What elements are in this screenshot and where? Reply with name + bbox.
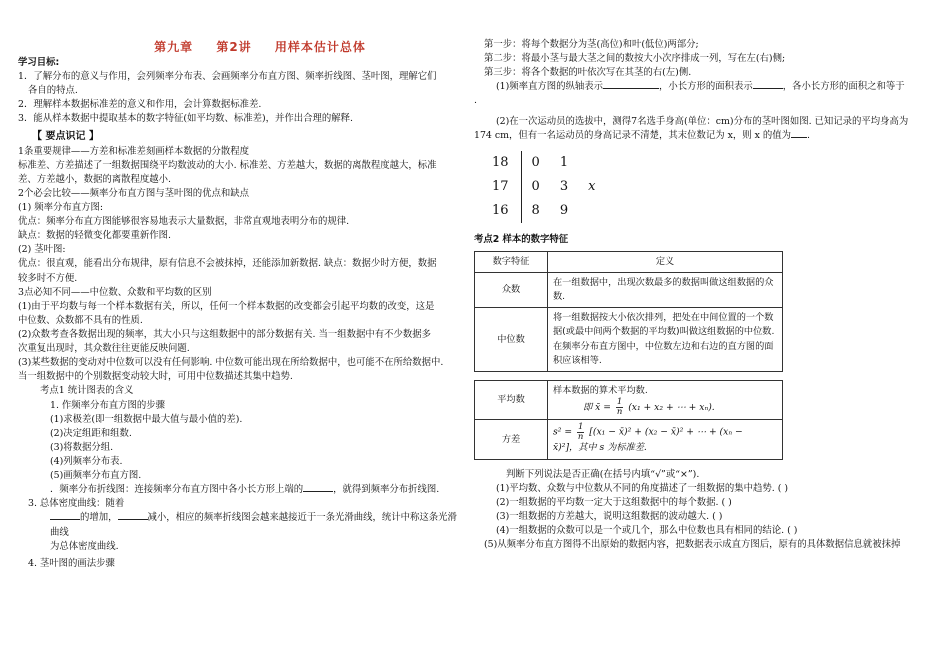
stem-row: [482, 151, 605, 175]
feature-name: 方差: [475, 420, 548, 459]
left-column: [18, 56, 460, 571]
lesson-name: 用样本估计总体: [274, 40, 366, 54]
text-line: 标准差、方差描述了一组数据围绕平均数波动的大小. 标准差、方差越大，数据的离散程度越大，标准: [18, 159, 437, 171]
answer-blank[interactable]: [791, 137, 807, 138]
goal-line: 3．能从样本数据中提取基本的数字特征(如平均数、标准差)，并作出合理的解释.: [18, 113, 354, 125]
answer-blank[interactable]: [303, 491, 333, 492]
text-line: (3)某些数据的变动对中位数可以没有任何影响. 中位数可能出现在所给数据中，也可能不在所给数据中.: [18, 357, 444, 369]
text-line: 当一组数据中的个别数据变动较大时，可用中位数描述其集中趋势.: [18, 371, 293, 383]
kp1-step: (3)将数据分组.: [50, 441, 114, 453]
leaf-cell: 8: [531, 203, 540, 219]
text-line: 1条重要规律——方差和标准差刻画样本数据的分散程度: [18, 145, 249, 157]
leaf-cell: 0: [531, 179, 540, 195]
feature-name: 平均数: [475, 381, 548, 420]
leaf-cell: 9: [559, 203, 569, 219]
judge-item: (3)一组数据的方差越大，说明这组数据的波动越大. ( ): [496, 511, 723, 522]
judge-item: (2)一组数据的平均数一定大于这组数据中的每个数据. ( ): [496, 496, 732, 508]
density-line: 3. 总体密度曲线：随着: [28, 498, 125, 510]
mean-formula: 即 x̄ = $\frac{1}{n}$ (x₁ + x₂ + ⋯ + xₙ).: [583, 397, 715, 417]
variance-formula: s² = $\frac{1}{n}$ [(x₁ − x̄)² + (x₂ − x̄)² + ⋯ + (xₙ − x̄)²]，其中 s 为标准差.: [548, 420, 783, 459]
right-column: [474, 38, 940, 552]
density-line-2: 的增加， 减小，相应的频率折线图会越来越接近于一条光滑曲线，统计中称这条光滑曲线: [50, 512, 457, 538]
text-line: 2个必会比较——频率分布直方图与茎叶图的优点和缺点: [18, 187, 249, 199]
answer-blank[interactable]: [753, 88, 783, 89]
text-line: 优点：频率分布直方图能够很容易地表示大量数据，非常直观地表明分布的规律.: [18, 216, 350, 228]
question-2: (2)在一次运动员的选拔中，测得7名选手身高(单位：cm)分布的茎叶图如图. 已知记录的平均身高为: [496, 115, 909, 127]
chapter-label: 第九章: [154, 40, 194, 54]
goal-line: 各自的特点.: [28, 85, 78, 97]
text-line: (2) 茎叶图:: [18, 244, 66, 256]
judge-item: (5)从频率分布直方图得不出原始的数据内容，把数据表示成直方图后，原有的具体数据信息就被抹掉: [484, 539, 901, 551]
text-line: 3点必知不同——中位数、众数和平均数的区别: [18, 286, 212, 298]
density-line-3: 为总体密度曲线.: [50, 540, 119, 552]
goal-line: 1．了解分布的意义与作用，会列频率分布表、会画频率分布直方图、频率折线图、茎叶图，理解它们: [18, 71, 437, 83]
leaf-cell: 0: [531, 155, 540, 171]
question-1: (1)频率直方图的纵轴表示 ，小长方形的面积表示 ，各小长方形的面积之和等于: [496, 81, 905, 93]
goal-line: 2．理解样本数据标准差的意义和作用，会计算数据标准差.: [18, 99, 262, 111]
lesson-label: 第2讲: [216, 40, 252, 54]
text-line: (2)众数考查各数据出现的频率，其大小只与这组数据中的部分数据有关. 当一组数据中有不少数据多: [18, 328, 431, 340]
keypoints-heading: 【 要点识记 】: [32, 130, 99, 142]
leaf-cell: 3: [559, 179, 569, 195]
feature-definition: 在一组数据中，出现次数最多的数据叫做这组数据的众数.: [548, 272, 783, 308]
goals-heading: 学习目标:: [18, 57, 60, 68]
kp1-step: 1. 作频率分布直方图的步骤: [50, 399, 166, 411]
text-line: (1) 频率分布直方图:: [18, 201, 104, 213]
stem-cell: 16: [482, 199, 521, 223]
feature-definition: 将一组数据按大小依次排列，把处在中间位置的一个数据(或最中间两个数据的平均数)叫做这组数据的中位数. 在频率分布直方图中，中位数左边和右边的直方图的面积应该相等.: [548, 308, 783, 372]
text-line: 次重复出现时，其众数往往更能反映问题.: [18, 343, 190, 355]
kp1-step: (4)列频率分布表.: [50, 455, 123, 467]
stem-cell: 17: [482, 175, 521, 199]
fraction: $\frac{1}{n}$: [616, 397, 623, 417]
table-header: 数字特征: [475, 251, 548, 272]
table-row: [475, 420, 783, 459]
text-line: 优点：很直观，能看出分布规律，原有信息不会被抹掉，还能添加新数据. 缺点：数据少时方便，数据: [18, 258, 437, 270]
kp1-step: (5)画频率分布直方图.: [50, 470, 142, 482]
stem-cell: 18: [482, 151, 521, 175]
table-row: [475, 381, 783, 420]
answer-blank[interactable]: [603, 88, 659, 89]
text-line: 差、方差越小，数据的离散程度越小.: [18, 173, 171, 185]
leaf-cell: [578, 199, 605, 223]
text-line: 较多时不方便.: [18, 272, 78, 284]
question-1-end: .: [474, 95, 477, 107]
question-2-b: 174 cm，但有一名运动员的身高记录不清楚，其末位数记为 x，则 x 的值为 .: [474, 129, 811, 141]
leaf-cell: [578, 151, 605, 175]
leaf-cell: 1: [559, 155, 569, 171]
feature-name: 众数: [475, 272, 548, 308]
stem-row: [482, 175, 605, 199]
text-line: (1)由于平均数与每一个样本数据有关，所以，任何一个样本数据的改变都会引起平均数的改变，这是: [18, 300, 435, 312]
stem-step: 第二步：将最小茎与最大茎之间的数按大小次序排成一列，写在左(右)侧;: [484, 53, 786, 65]
stem-leaf-plot: [482, 151, 605, 223]
feature-definition: 样本数据的算术平均数. 即 x̄ = $\frac{1}{n}$ (x₁ + x₂ + ⋯ + xₙ).: [548, 381, 783, 420]
numeric-features-table-2: [474, 380, 783, 460]
table-row: [475, 272, 783, 308]
kp1-heading: 考点1 统计图表的含义: [40, 385, 134, 397]
polygon-line: ．频率分布折线图：连接频率分布直方图中各小长方形上端的 ，就得到频率分布折线图.: [50, 484, 440, 496]
kp2-heading: 考点2 样本的数字特征: [474, 233, 569, 245]
feature-name: 中位数: [475, 308, 548, 372]
numeric-features-table: [474, 251, 783, 372]
page-title: [110, 38, 410, 56]
table-header: 定义: [548, 251, 783, 272]
stem-step: 第一步：将每个数据分为茎(高位)和叶(低位)两部分;: [484, 39, 699, 50]
judge-item: (4)一组数据的众数可以是一个或几个，那么中位数也具有相同的结论. ( ): [496, 525, 798, 537]
text-line: 中位数、众数都不具有的性质.: [18, 314, 143, 326]
stem-leaf-heading: 4. 茎叶图的画法步骤: [28, 557, 115, 569]
fraction: $\frac{1}{n}$: [577, 422, 584, 442]
answer-blank[interactable]: [118, 519, 148, 520]
kp1-step: (2)决定组距和组数.: [50, 427, 132, 439]
stem-step: 第三步：将各个数据的叶依次写在其茎的右(左)侧.: [484, 67, 692, 79]
table-row: [475, 308, 783, 372]
judge-heading: 判断下列说法是否正确(在括号内填“√”或“×”).: [506, 468, 700, 480]
answer-blank[interactable]: [50, 519, 80, 520]
text-line: 缺点：数据的轻微变化都要重新作图.: [18, 230, 171, 242]
judge-item: (1)平均数、众数与中位数从不同的角度描述了一组数据的集中趋势. ( ): [496, 482, 789, 494]
leaf-cell: x: [588, 179, 596, 195]
kp1-step: (1)求极差(即一组数据中最大值与最小值的差).: [50, 413, 243, 425]
stem-row: [482, 199, 605, 223]
